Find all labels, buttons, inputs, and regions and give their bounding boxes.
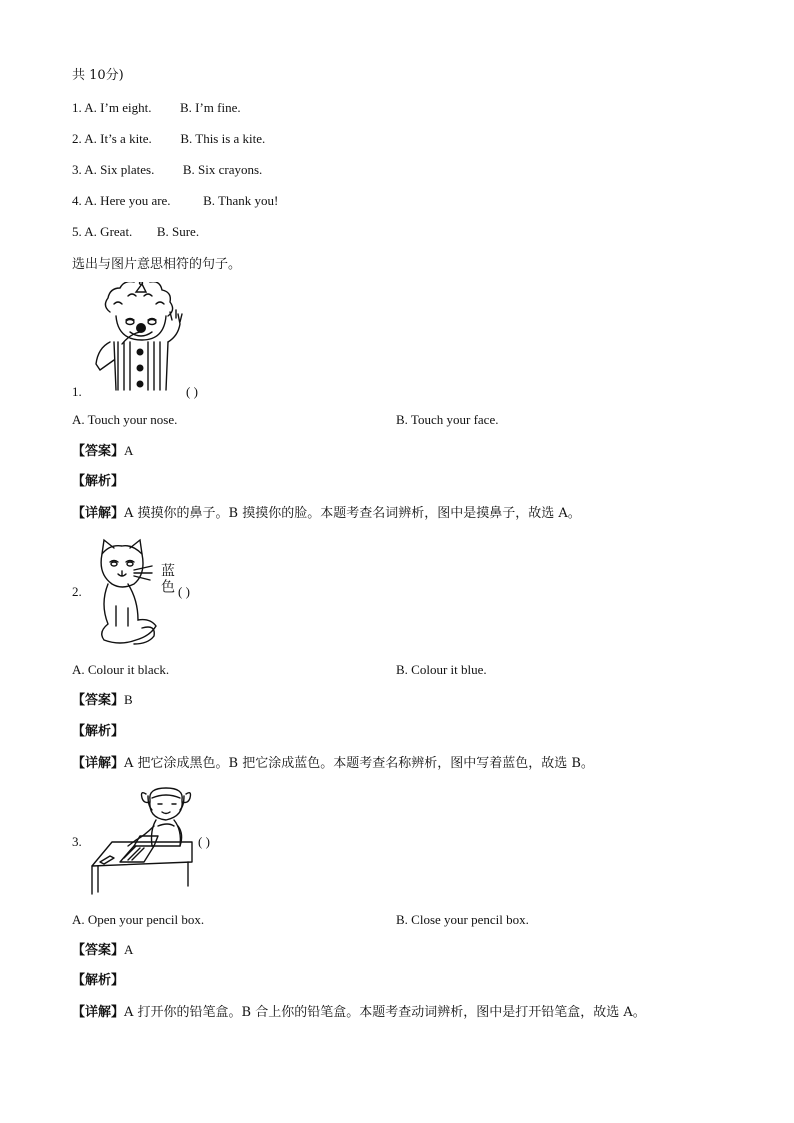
detail-text: A 把它涂成黑色。B 把它涂成蓝色。本题考查名称辨析，图中写着蓝色，故选 B。 — [124, 756, 594, 771]
answer-value: B — [124, 692, 133, 707]
clown-touching-nose-illustration — [92, 282, 188, 396]
answer-blank: ( ) — [186, 384, 198, 399]
option-b: B. Sure. — [156, 224, 200, 239]
option-b: B. This is a kite. — [180, 131, 266, 146]
option-a: A. Great. — [84, 224, 133, 239]
question-3-answer — [72, 941, 133, 960]
detail-label: 【详解】 — [72, 756, 125, 771]
item-number: 4. — [72, 193, 82, 208]
question-3-detail — [72, 1004, 646, 1022]
girl-opening-pencil-box-illustration — [88, 786, 196, 898]
option-b: B. Six crayons. — [182, 162, 263, 177]
item-number: 3. — [72, 162, 82, 177]
detail-text: A 打开你的铅笔盒。B 合上你的铅笔盒。本题考查动词辨析，图中是打开铅笔盒，故选 A。 — [124, 1005, 646, 1020]
cat-illustration — [94, 536, 160, 646]
answer-label: 【答案】 — [72, 444, 125, 459]
detail-label: 【详解】 — [72, 506, 125, 521]
question-1-answer — [72, 442, 133, 461]
answer-value: A — [124, 443, 134, 458]
header-fragment: 共 10分) — [72, 68, 124, 83]
option-a: A. Here you are. — [84, 193, 171, 208]
question-1-number: 1. — [72, 384, 82, 399]
question-3-analysis-label: 【解析】 — [72, 973, 125, 988]
question-2-number: 2. — [72, 584, 82, 599]
listening-item-3 — [72, 161, 262, 179]
question-2-option-b: B. Colour it blue. — [396, 662, 487, 677]
item-number: 5. — [72, 224, 82, 239]
question-1-detail — [72, 505, 581, 523]
answer-label: 【答案】 — [72, 693, 125, 708]
answer-blank: ( ) — [198, 834, 210, 849]
option-a: A. I’m eight. — [84, 100, 152, 115]
question-2-option-a: A. Colour it black. — [72, 662, 170, 677]
answer-value: A — [124, 942, 134, 957]
question-3-option-a: A. Open your pencil box. — [72, 912, 205, 927]
picture-label-blue: 蓝色 — [159, 563, 175, 595]
question-1-analysis-label: 【解析】 — [72, 474, 125, 489]
listening-item-2 — [72, 130, 265, 148]
question-2-detail — [72, 755, 594, 773]
item-number: 1. — [72, 100, 82, 115]
question-3-number: 3. — [72, 834, 82, 849]
section-title: 选出与图片意思相符的句子。 — [72, 257, 242, 272]
question-1-option-a: A. Touch your nose. — [72, 412, 178, 427]
detail-label: 【详解】 — [72, 1005, 125, 1020]
answer-label: 【答案】 — [72, 943, 125, 958]
option-a: A. It’s a kite. — [84, 131, 152, 146]
answer-blank: ( ) — [178, 584, 190, 599]
option-a: A. Six plates. — [84, 162, 155, 177]
listening-item-1 — [72, 99, 241, 117]
question-1-option-b: B. Touch your face. — [396, 412, 499, 427]
item-number: 2. — [72, 131, 82, 146]
question-3-option-b: B. Close your pencil box. — [396, 912, 529, 927]
option-b: B. I’m fine. — [179, 100, 241, 115]
option-b: B. Thank you! — [203, 193, 279, 208]
detail-text: A 摸摸你的鼻子。B 摸摸你的脸。本题考查名词辨析，图中是摸鼻子，故选 A。 — [124, 506, 581, 521]
question-2-analysis-label: 【解析】 — [72, 724, 125, 739]
listening-item-5 — [72, 223, 199, 241]
listening-item-4 — [72, 192, 278, 210]
question-2-answer — [72, 691, 133, 710]
